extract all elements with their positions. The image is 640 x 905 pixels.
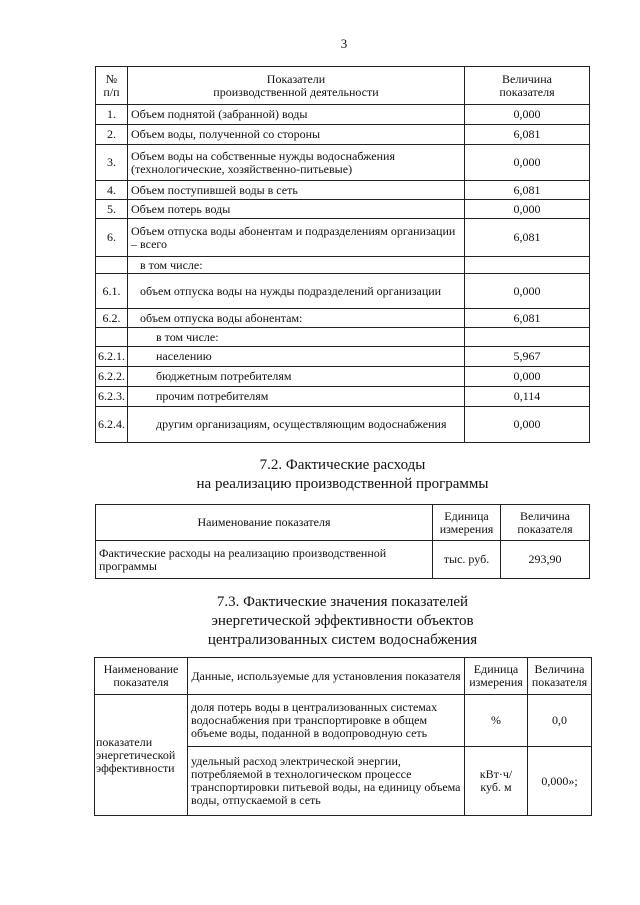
section-7-2-title-line2: на реализацию производственной программы <box>196 476 489 492</box>
row-value: 0,000 <box>465 200 590 219</box>
table-row <box>96 541 590 579</box>
table-row <box>95 695 592 747</box>
row-number: 6.2.3. <box>96 387 128 407</box>
row-number: 6.2.1. <box>96 347 128 367</box>
table-row <box>96 274 590 309</box>
row-indicator: прочим потребителям <box>128 387 465 407</box>
row-value: 0,000 <box>465 367 590 387</box>
row-value: 6,081 <box>465 125 590 145</box>
table-row <box>96 347 590 367</box>
row-value: 0,000 <box>465 407 590 443</box>
row-unit: кВт·ч/ куб. м <box>465 747 528 816</box>
energy-efficiency-table <box>94 657 592 816</box>
table-row <box>96 145 590 181</box>
header-name: Наименование показателя <box>96 505 433 541</box>
row-value: 0,000 <box>465 274 590 309</box>
row-number: 3. <box>96 145 128 181</box>
row-number: 4. <box>96 181 128 200</box>
row-value: 5,967 <box>465 347 590 367</box>
row-value <box>465 257 590 274</box>
row-data: удельный расход электрической энергии, потребляемой в технологическом процессе транспортировки питьевой воды, на единицу объема воды, отпускаемой в сеть <box>188 747 465 816</box>
row-number: 6.2. <box>96 309 128 328</box>
row-indicator: объем отпуска воды на нужды подразделений организации <box>128 274 465 309</box>
page-number: 3 <box>340 36 348 51</box>
row-value: 0,0 <box>528 695 592 747</box>
table-row <box>96 181 590 200</box>
row-number: 6.2.2. <box>96 367 128 387</box>
row-number: 5. <box>96 200 128 219</box>
row-value: 6,081 <box>465 219 590 257</box>
table-row <box>96 200 590 219</box>
indicator-group: показатели энергетической эффективности <box>95 695 188 816</box>
row-number: 6. <box>96 219 128 257</box>
row-indicator: Объем воды на собственные нужды водоснабжения (технологические, хозяйственно-питьевые) <box>128 145 465 181</box>
row-number: 6.2.4. <box>96 407 128 443</box>
row-value: 6,081 <box>465 181 590 200</box>
row-number <box>96 257 128 274</box>
row-name: Фактические расходы на реализацию производственной программы <box>96 541 433 579</box>
row-number: 6.1. <box>96 274 128 309</box>
header-value: Величина показателя <box>465 67 590 105</box>
row-value: 0,000 <box>465 105 590 125</box>
row-value: 0,000 <box>465 145 590 181</box>
row-unit: % <box>465 695 528 747</box>
row-indicator: в том числе: <box>128 257 465 274</box>
header-unit: Единица измерения <box>433 505 501 541</box>
table-row <box>96 219 590 257</box>
table-row <box>96 125 590 145</box>
table-row <box>96 387 590 407</box>
header-number: № п/п <box>96 67 128 105</box>
section-7-3-title-line2: энергетической эффективности объектов <box>211 613 474 629</box>
row-value: 293,90 <box>501 541 590 579</box>
row-value <box>465 328 590 347</box>
header-indicator: Показатели производственной деятельности <box>128 67 465 105</box>
row-indicator: в том числе: <box>128 328 465 347</box>
section-7-2-title-line1: 7.2. Фактические расходы <box>259 457 426 473</box>
table-row <box>96 105 590 125</box>
row-value: 6,081 <box>465 309 590 328</box>
row-value: 0,000»; <box>528 747 592 816</box>
table-row <box>96 367 590 387</box>
header-data: Данные, используемые для установления показателя <box>188 658 465 695</box>
table-row <box>96 257 590 274</box>
row-indicator: Объем поднятой (забранной) воды <box>128 105 465 125</box>
row-indicator: Объем потерь воды <box>128 200 465 219</box>
table-row <box>96 328 590 347</box>
header-value: Величина показателя <box>528 658 592 695</box>
row-number: 2. <box>96 125 128 145</box>
row-indicator: населению <box>128 347 465 367</box>
row-data: доля потерь воды в централизованных системах водоснабжения при транспортировке в общем объеме воды, поданной в водопроводную сеть <box>188 695 465 747</box>
row-indicator: Объем поступившей воды в сеть <box>128 181 465 200</box>
production-indicators-table <box>95 66 590 443</box>
row-indicator: бюджетным потребителям <box>128 367 465 387</box>
header-unit: Единица измерения <box>465 658 528 695</box>
row-indicator: Объем воды, полученной со стороны <box>128 125 465 145</box>
section-7-3-title-line3: централизованных систем водоснабжения <box>207 632 478 648</box>
row-number <box>96 328 128 347</box>
section-7-3-title-line1: 7.3. Фактические значения показателей <box>216 594 469 610</box>
table-row <box>96 407 590 443</box>
row-indicator: Объем отпуска воды абонентам и подразделениям организации – всего <box>128 219 465 257</box>
row-unit: тыс. руб. <box>433 541 501 579</box>
row-number: 1. <box>96 105 128 125</box>
row-value: 0,114 <box>465 387 590 407</box>
header-value: Величина показателя <box>501 505 590 541</box>
header-name: Наименование показателя <box>95 658 188 695</box>
table-row <box>96 309 590 328</box>
row-indicator: объем отпуска воды абонентам: <box>128 309 465 328</box>
table-header-row <box>96 67 590 105</box>
row-indicator: другим организациям, осуществляющим водоснабжения <box>128 407 465 443</box>
expenses-table <box>95 504 590 579</box>
